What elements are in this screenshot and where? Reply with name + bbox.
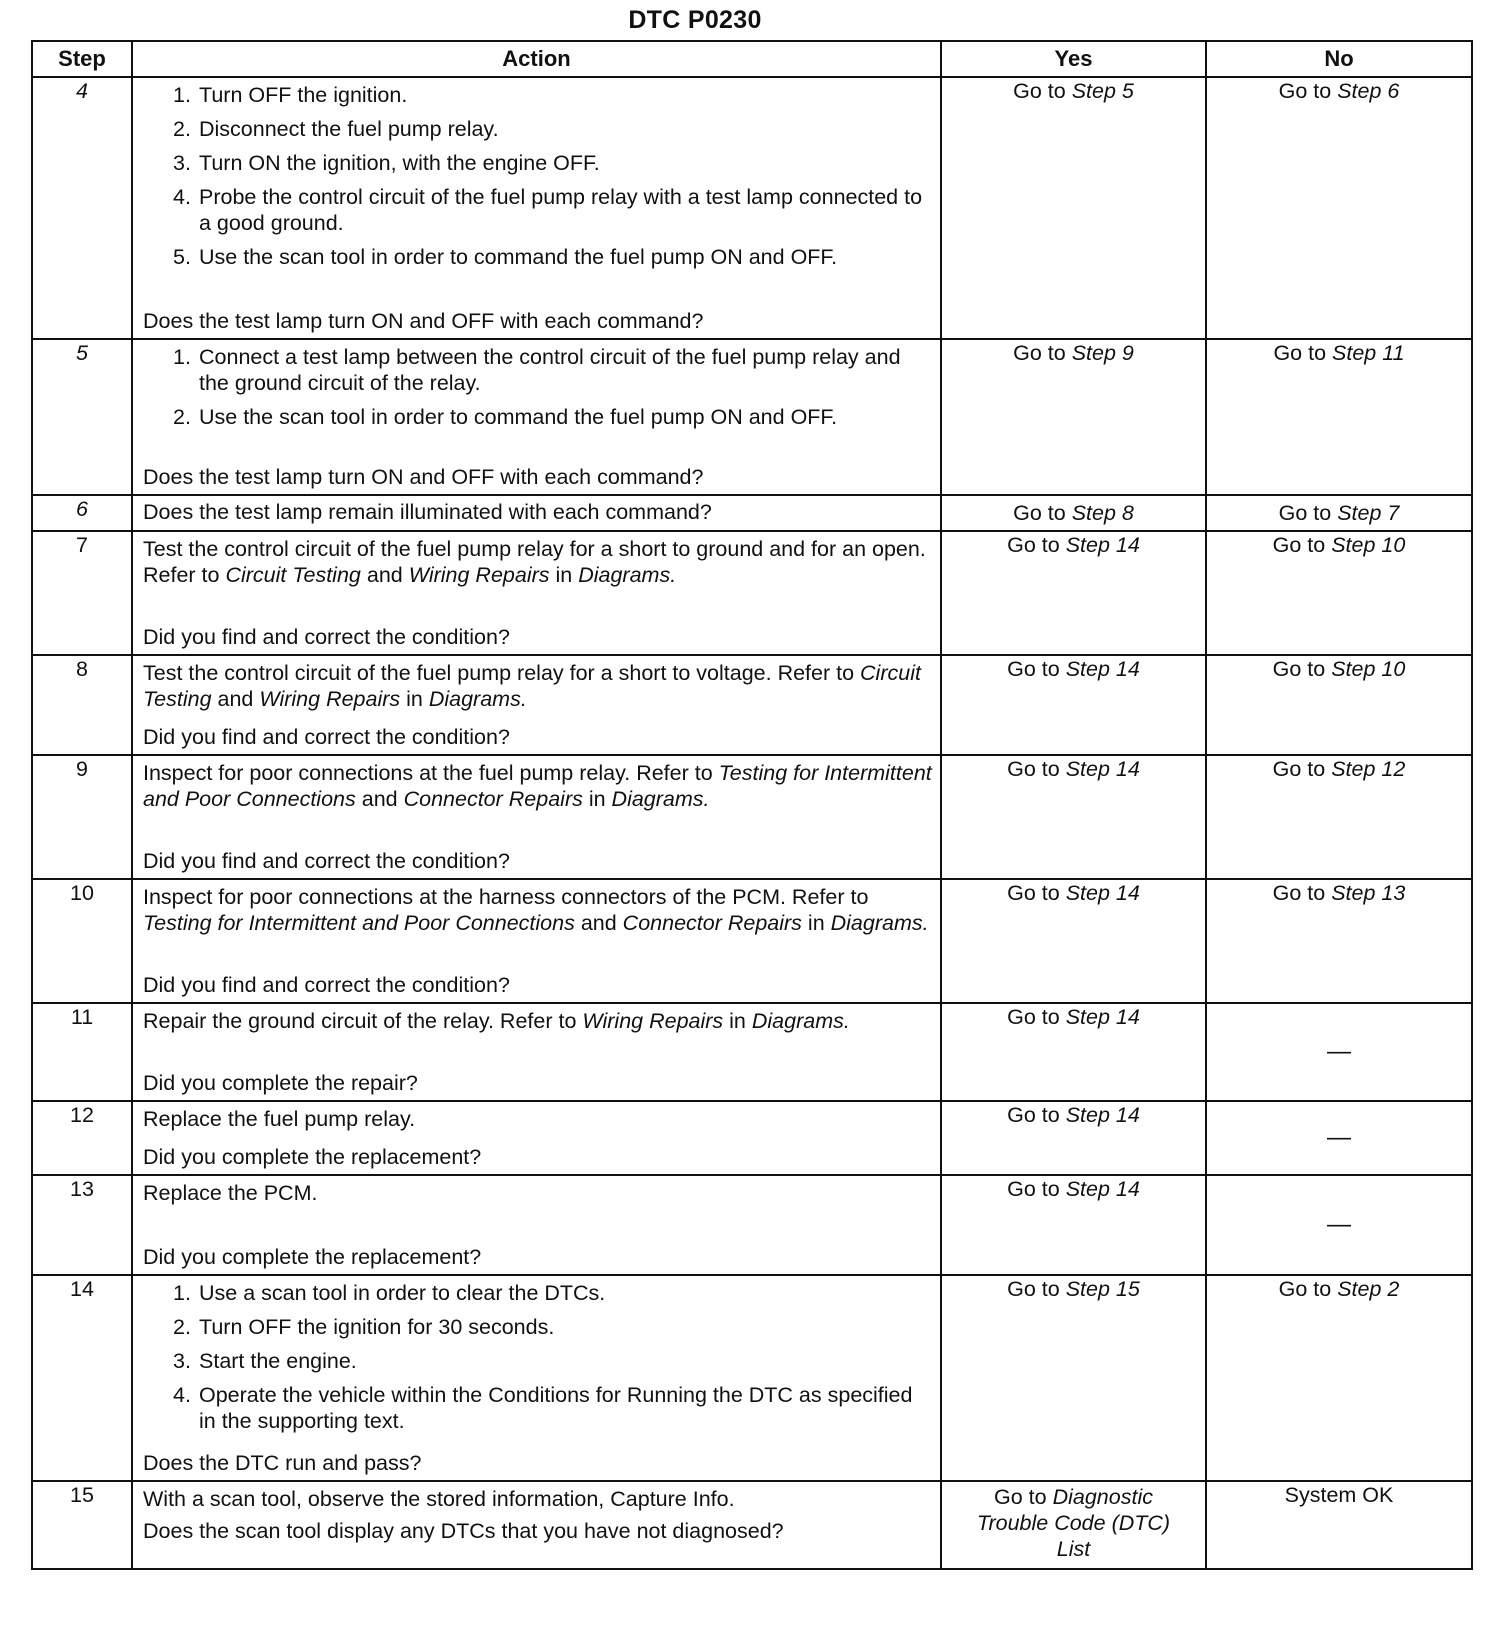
table-row xyxy=(32,655,1472,755)
table-row xyxy=(32,77,1472,339)
action-text: Inspect for poor connections at the fuel pump relay. Refer to Testing for Intermittent and Poor Connections and Connector Repairs in Diagrams. xyxy=(143,761,932,811)
action-cell xyxy=(132,1101,941,1175)
step-number: 9 xyxy=(32,755,132,879)
yes-result: Go to Step 9 xyxy=(941,339,1206,495)
yes-result: Go to Step 5 xyxy=(941,77,1206,339)
step-number: 4 xyxy=(32,77,132,339)
action-text: Replace the PCM. xyxy=(143,1181,318,1205)
action-cell xyxy=(132,1003,941,1101)
yes-result: Go to Step 14 xyxy=(941,1003,1206,1101)
list-item: Use the scan tool in order to command the fuel pump ON and OFF. xyxy=(199,405,838,429)
question-text: Did you find and correct the condition? xyxy=(143,725,510,749)
yes-result: Go to Step 14 xyxy=(941,655,1206,755)
step-number: 13 xyxy=(32,1175,132,1275)
header-step: Step xyxy=(32,41,132,77)
step-number: 12 xyxy=(32,1101,132,1175)
yes-result: Go to Step 14 xyxy=(941,755,1206,879)
action-list xyxy=(143,344,932,430)
action-text: Repair the ground circuit of the relay. Refer to Wiring Repairs in Diagrams. xyxy=(143,1009,850,1033)
action-cell xyxy=(132,495,941,531)
question-text: Did you find and correct the condition? xyxy=(143,973,510,997)
question-text: Does the scan tool display any DTCs that you have not diagnosed? xyxy=(143,1519,784,1543)
action-cell xyxy=(132,755,941,879)
table-row xyxy=(32,879,1472,1003)
table-row xyxy=(32,339,1472,495)
yes-result: Go to Step 14 xyxy=(941,531,1206,655)
action-cell xyxy=(132,1481,941,1569)
list-item: Use the scan tool in order to command the fuel pump ON and OFF. xyxy=(199,245,838,269)
no-result: Go to Step 10 xyxy=(1206,531,1472,655)
step-number: 5 xyxy=(32,339,132,495)
list-item: Probe the control circuit of the fuel pump relay with a test lamp connected to a good ground. xyxy=(199,185,923,235)
question-text: Does the test lamp turn ON and OFF with each command? xyxy=(143,465,704,489)
list-item: Use a scan tool in order to clear the DTCs. xyxy=(199,1281,606,1305)
action-cell xyxy=(132,1275,941,1481)
yes-result: Go to Step 15 xyxy=(941,1275,1206,1481)
no-result: Go to Step 11 xyxy=(1206,339,1472,495)
step-number: 14 xyxy=(32,1275,132,1481)
no-result: Go to Step 2 xyxy=(1206,1275,1472,1481)
list-item: Turn ON the ignition, with the engine OFF. xyxy=(199,151,600,175)
question-text: Did you find and correct the condition? xyxy=(143,849,510,873)
action-list xyxy=(143,1280,932,1434)
step-number: 7 xyxy=(32,531,132,655)
step-number: 11 xyxy=(32,1003,132,1101)
action-text: Inspect for poor connections at the harness connectors of the PCM. Refer to Testing for Intermittent and Poor Connections and Connector Repairs in Diagrams. xyxy=(143,885,929,935)
no-result: — xyxy=(1206,1175,1472,1275)
question-text: Does the test lamp remain illuminated with each command? xyxy=(143,500,712,524)
list-item: Operate the vehicle within the Conditions for Running the DTC as specified in the supporting text. xyxy=(199,1383,913,1433)
action-text: Test the control circuit of the fuel pump relay for a short to ground and for an open. Refer to Circuit Testing and Wiring Repairs in Diagrams. xyxy=(143,537,926,587)
question-text: Did you find and correct the condition? xyxy=(143,625,510,649)
header-yes: Yes xyxy=(941,41,1206,77)
question-text: Does the test lamp turn ON and OFF with each command? xyxy=(143,309,704,333)
action-text: Replace the fuel pump relay. xyxy=(143,1107,416,1131)
step-number: 10 xyxy=(32,879,132,1003)
no-result: — xyxy=(1206,1101,1472,1175)
no-result: Go to Step 12 xyxy=(1206,755,1472,879)
page-title: DTC P0230 xyxy=(628,6,762,34)
table-row xyxy=(32,1275,1472,1481)
table-row xyxy=(32,531,1472,655)
list-item: Turn OFF the ignition. xyxy=(199,83,408,107)
yes-result: Go to Diagnostic Trouble Code (DTC) List xyxy=(941,1481,1206,1569)
action-list xyxy=(143,82,932,270)
question-text: Did you complete the replacement? xyxy=(143,1145,482,1169)
question-text: Did you complete the repair? xyxy=(143,1071,418,1095)
step-number: 6 xyxy=(32,495,132,531)
yes-result: Go to Step 14 xyxy=(941,1101,1206,1175)
table-row xyxy=(32,1101,1472,1175)
action-cell xyxy=(132,1175,941,1275)
header-no: No xyxy=(1206,41,1472,77)
no-result: Go to Step 13 xyxy=(1206,879,1472,1003)
list-item: Disconnect the fuel pump relay. xyxy=(199,117,499,141)
step-number: 8 xyxy=(32,655,132,755)
no-result: System OK xyxy=(1206,1481,1472,1569)
table-header-row xyxy=(32,41,1472,77)
table-row xyxy=(32,1003,1472,1101)
list-item: Connect a test lamp between the control circuit of the fuel pump relay and the ground circuit of the relay. xyxy=(199,345,901,395)
question-text: Did you complete the replacement? xyxy=(143,1245,482,1269)
no-result: Go to Step 6 xyxy=(1206,77,1472,339)
table-row xyxy=(32,1481,1472,1569)
diagnostic-table xyxy=(31,40,1473,1570)
question-text: Does the DTC run and pass? xyxy=(143,1451,422,1475)
table-row xyxy=(32,755,1472,879)
table-row xyxy=(32,1175,1472,1275)
action-text: With a scan tool, observe the stored information, Capture Info. xyxy=(143,1487,735,1511)
action-cell xyxy=(132,339,941,495)
action-cell xyxy=(132,655,941,755)
list-item: Start the engine. xyxy=(199,1349,357,1373)
yes-result: Go to Step 14 xyxy=(941,879,1206,1003)
no-result: Go to Step 7 xyxy=(1206,495,1472,531)
list-item: Turn OFF the ignition for 30 seconds. xyxy=(199,1315,555,1339)
step-number: 15 xyxy=(32,1481,132,1569)
table-row xyxy=(32,495,1472,531)
no-result: — xyxy=(1206,1003,1472,1101)
no-result: Go to Step 10 xyxy=(1206,655,1472,755)
action-cell xyxy=(132,879,941,1003)
action-text: Test the control circuit of the fuel pump relay for a short to voltage. Refer to Circuit Testing and Wiring Repairs in Diagrams. xyxy=(143,661,921,711)
yes-result: Go to Step 8 xyxy=(941,495,1206,531)
yes-result: Go to Step 14 xyxy=(941,1175,1206,1275)
action-cell xyxy=(132,77,941,339)
header-action: Action xyxy=(132,41,941,77)
action-cell xyxy=(132,531,941,655)
